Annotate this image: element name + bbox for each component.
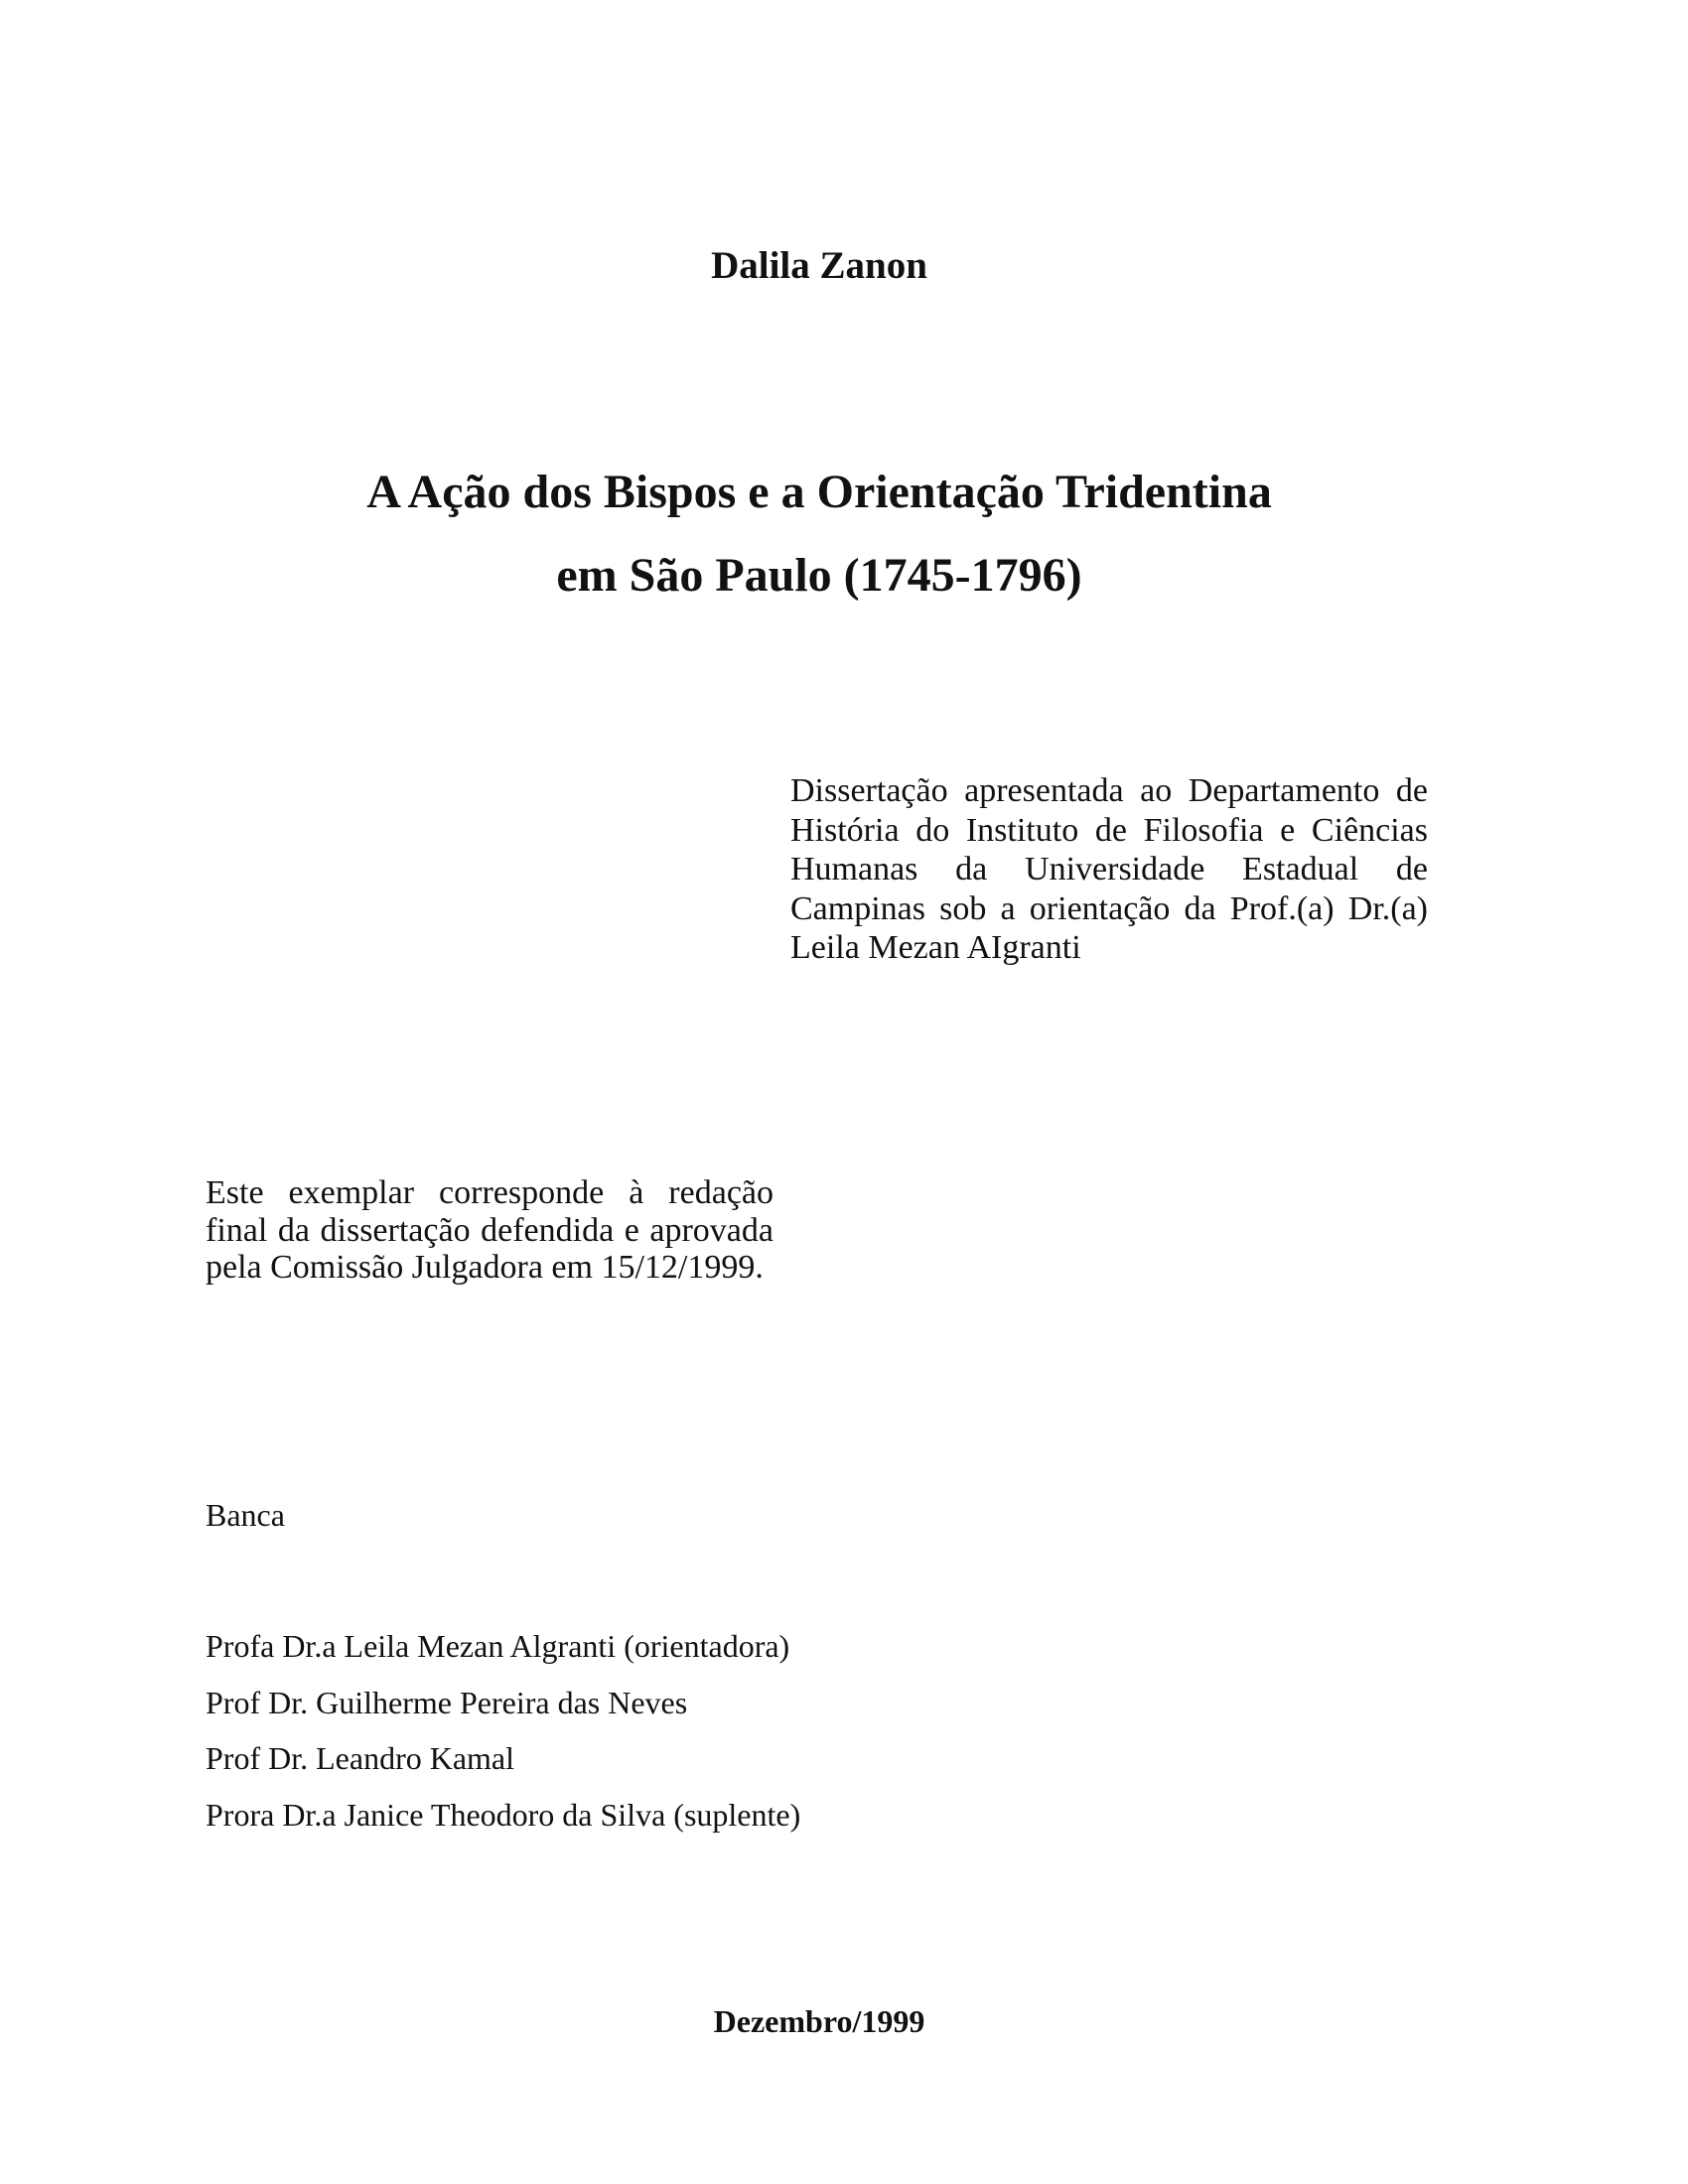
dissertation-note: Dissertação apresentada ao Departamento de História do Instituto de Filosofia e Ciências Humanas da Universidade Estadual de Campinas sob a orientação da Prof.(a) Dr.(a) Leila Mezan AIgranti: [790, 772, 1428, 966]
banca-member: Prof Dr. Leandro Kamal: [206, 1740, 515, 1776]
banca-member: Profa Dr.a Leila Mezan Algranti (orientadora): [206, 1628, 790, 1664]
title-line-2: em São Paulo (1745-1796): [556, 549, 1082, 602]
exemplar-note: Este exemplar corresponde à redação final da dissertação defendida e aprovada pela Comissão Julgadora em 15/12/1999.: [206, 1174, 774, 1286]
defense-date: Dezembro/1999: [713, 2003, 925, 2039]
banca-member: Prora Dr.a Janice Theodoro da Silva (suplente): [206, 1796, 801, 1833]
banca-label: Banca: [206, 1497, 285, 1533]
author-name: Dalila Zanon: [711, 244, 927, 287]
banca-member: Prof Dr. Guilherme Pereira das Neves: [206, 1684, 688, 1720]
banca-member-list: [206, 1626, 800, 1850]
title-line-1: A Ação dos Bispos e a Orientação Tridentina: [366, 466, 1272, 518]
